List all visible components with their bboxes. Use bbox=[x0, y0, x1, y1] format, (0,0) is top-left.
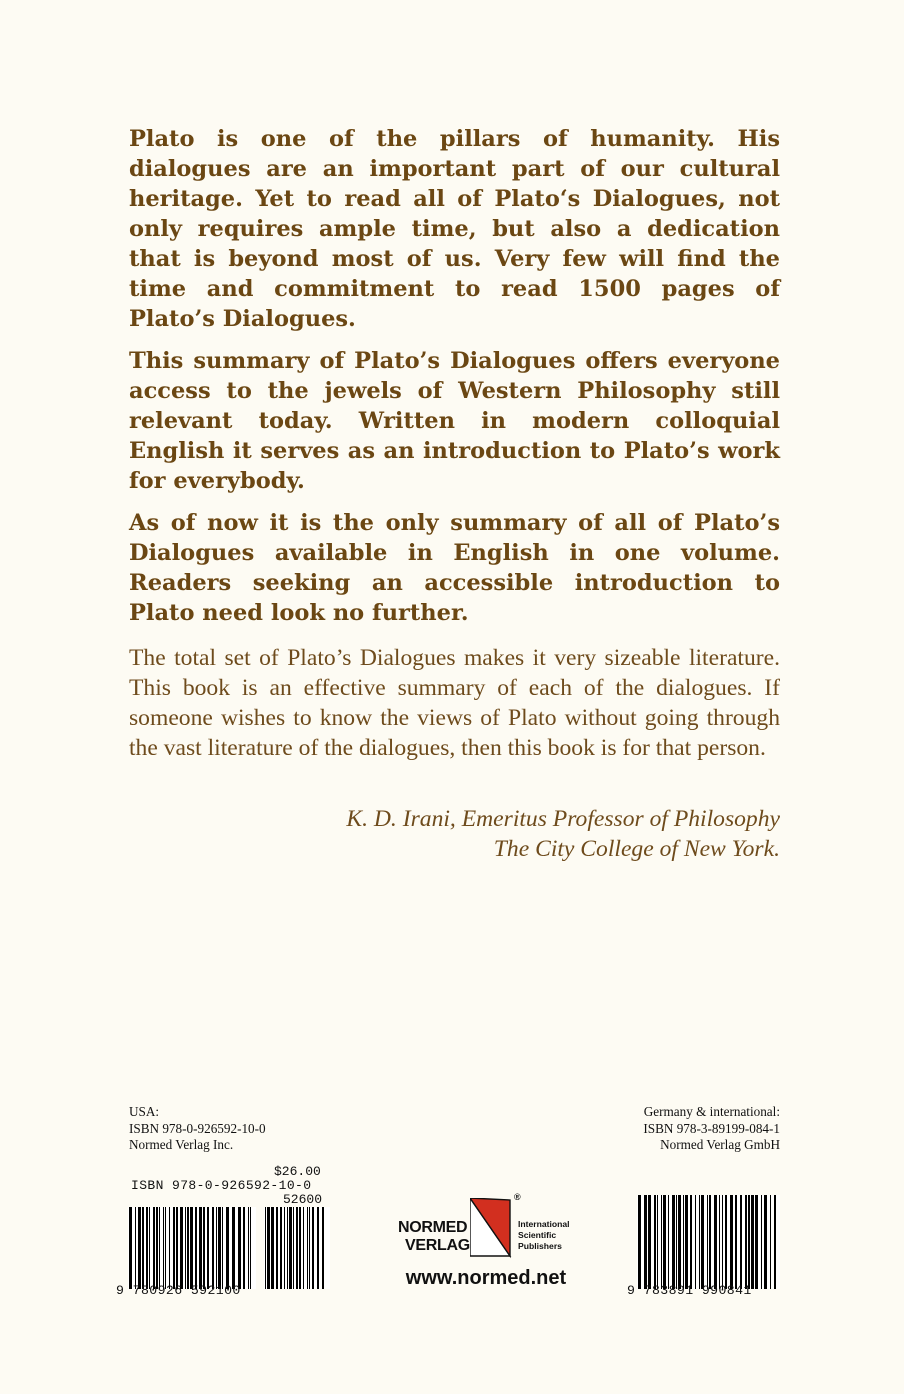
attribution-name: K. D. Irani, Emeritus Professor of Philosophy bbox=[346, 806, 780, 832]
barcode-stripe bbox=[149, 1207, 150, 1289]
ean-digits-usa: 9 780926 592100 bbox=[116, 1283, 241, 1298]
barcode-stripe bbox=[142, 1207, 144, 1289]
barcode-stripe bbox=[719, 1195, 720, 1289]
barcode-stripe bbox=[770, 1195, 771, 1289]
barcode-stripe bbox=[185, 1207, 186, 1289]
publisher-usa bbox=[129, 1104, 266, 1154]
blurb-paragraph-1: Plato is one of the pillars of humanity. His dialogues are an important part of our cultural heritage. Yet to read all of Plato‘s Dialogues, not only requires ample time, but also a dedication that is beyond most of us. Very few will find the time and commitment to read 1500 pages of Plato’s Dialogues. bbox=[129, 126, 780, 332]
barcode-addon-digits: 52600 bbox=[283, 1192, 323, 1207]
barcode-stripe bbox=[699, 1195, 700, 1289]
barcode-stripe bbox=[248, 1207, 249, 1289]
logo-word-verlag: VERLAG bbox=[405, 1237, 470, 1254]
barcode-stripe bbox=[299, 1207, 301, 1289]
barcode-stripe bbox=[187, 1207, 189, 1289]
barcode-stripe bbox=[190, 1207, 193, 1289]
barcode-stripe bbox=[661, 1195, 662, 1289]
publisher-url[interactable]: www.normed.net bbox=[405, 1267, 567, 1289]
barcode-stripe bbox=[146, 1207, 148, 1289]
barcode-stripe bbox=[725, 1195, 727, 1289]
barcode-stripe bbox=[232, 1207, 235, 1289]
barcode-stripe bbox=[265, 1207, 266, 1289]
barcode-stripe bbox=[317, 1207, 319, 1289]
blurb-paragraph-3: As of now it is the only summary of all of Plato’s Dialogues available in English in one volume. Readers seeking an accessible introduction to Plato need look no further. bbox=[129, 510, 780, 626]
barcode-stripe bbox=[312, 1207, 314, 1289]
barcode-stripe bbox=[638, 1195, 641, 1289]
barcode-stripe bbox=[774, 1195, 776, 1289]
barcode-stripe bbox=[307, 1207, 308, 1289]
barcode-stripe bbox=[169, 1207, 170, 1289]
barcode-stripe bbox=[676, 1195, 677, 1289]
barcode-stripe bbox=[663, 1195, 666, 1289]
usa-isbn: ISBN 978-0-926592-10-0 bbox=[129, 1120, 266, 1136]
intl-region: Germany & international: bbox=[643, 1104, 780, 1119]
barcode-stripe bbox=[296, 1207, 298, 1289]
barcode-stripe bbox=[156, 1207, 158, 1289]
barcode-stripe bbox=[267, 1207, 270, 1289]
quote-attribution bbox=[346, 804, 780, 864]
barcode-stripe bbox=[129, 1207, 132, 1289]
barcode-stripe bbox=[690, 1195, 692, 1289]
logo-word-normed: NORMED bbox=[398, 1219, 468, 1236]
barcode-stripe bbox=[180, 1207, 183, 1289]
barcode-stripe bbox=[685, 1195, 688, 1289]
barcode-stripe bbox=[226, 1207, 229, 1289]
barcode-stripe bbox=[276, 1207, 278, 1289]
barcode-stripe bbox=[761, 1195, 762, 1289]
barcode-stripe bbox=[199, 1207, 202, 1289]
barcode-stripe bbox=[309, 1207, 310, 1289]
barcode-stripe bbox=[138, 1207, 141, 1289]
barcode-stripe bbox=[654, 1195, 656, 1289]
barcode-stripe bbox=[764, 1195, 767, 1289]
quote-text: The total set of Plato’s Dialogues makes it very sizeable literature. This book is an effective summary of each of the dialogues. If someone wishes to know the views of Plato without going through the vast literature of the dialogues, then this book is for that person. bbox=[129, 645, 780, 761]
logo-triangle-icon bbox=[470, 1198, 514, 1260]
barcode-stripe bbox=[243, 1207, 245, 1289]
barcode-stripe bbox=[730, 1195, 733, 1289]
ean-digits-international: 9 783891 990841 bbox=[627, 1283, 752, 1298]
intl-isbn: ISBN 978-3-89199-084-1 bbox=[643, 1120, 780, 1136]
barcode-stripe bbox=[212, 1207, 214, 1289]
intl-publisher: Normed Verlag GmbH bbox=[660, 1137, 780, 1152]
barcode-stripe bbox=[322, 1207, 324, 1289]
barcode-stripe bbox=[755, 1195, 758, 1289]
barcode-stripe bbox=[745, 1195, 747, 1289]
attribution-institution: The City College of New York. bbox=[493, 836, 780, 862]
barcode-stripe bbox=[748, 1195, 750, 1289]
registered-mark: ® bbox=[514, 1192, 521, 1202]
barcode-stripe bbox=[289, 1207, 292, 1289]
barcode-stripe bbox=[284, 1207, 285, 1289]
barcode-stripe bbox=[173, 1207, 175, 1289]
barcode-stripe bbox=[271, 1207, 274, 1289]
barcode-stripe bbox=[672, 1195, 675, 1289]
barcode-stripe bbox=[222, 1207, 223, 1289]
barcode-stripe bbox=[701, 1195, 704, 1289]
barcode-stripe bbox=[648, 1195, 651, 1289]
barcode-stripe bbox=[707, 1195, 708, 1289]
barcode-price: $26.00 bbox=[274, 1164, 321, 1179]
barcode-stripe bbox=[153, 1207, 155, 1289]
barcode-stripe bbox=[216, 1207, 217, 1289]
barcode-stripe bbox=[714, 1195, 717, 1289]
barcode-stripe bbox=[644, 1195, 647, 1289]
barcode-stripe bbox=[280, 1207, 282, 1289]
barcode-stripe bbox=[238, 1207, 241, 1289]
barcode-stripe bbox=[195, 1207, 197, 1289]
barcode-stripe bbox=[740, 1195, 742, 1289]
barcode-stripe bbox=[751, 1195, 754, 1289]
ean-barcode-usa bbox=[128, 1207, 256, 1289]
barcode-stripe bbox=[668, 1195, 669, 1289]
barcode-stripe bbox=[203, 1207, 205, 1289]
barcode-stripe bbox=[165, 1207, 166, 1289]
barcode-stripe bbox=[657, 1195, 658, 1289]
barcode-stripe bbox=[303, 1207, 304, 1289]
logo-tagline-3: Publishers bbox=[518, 1241, 562, 1251]
logo-tagline-2: Scientific bbox=[518, 1230, 557, 1240]
barcode-stripe bbox=[735, 1195, 737, 1289]
publisher-international bbox=[643, 1104, 780, 1154]
blurb-paragraph-2: This summary of Plato’s Dialogues offers everyone access to the jewels of Western Philosophy still relevant today. Written in modern colloquial English it serves as an introduction to Plato’s work for everybody. bbox=[129, 348, 780, 494]
back-cover-blurb bbox=[129, 124, 780, 640]
usa-region: USA: bbox=[129, 1104, 160, 1119]
barcode-stripe bbox=[159, 1207, 160, 1289]
barcode-stripe bbox=[722, 1195, 723, 1289]
barcode-stripe bbox=[678, 1195, 681, 1289]
usa-publisher: Normed Verlag Inc. bbox=[129, 1137, 234, 1152]
barcode-stripe bbox=[176, 1207, 178, 1289]
barcode-stripe bbox=[709, 1195, 711, 1289]
barcode-stripe bbox=[293, 1207, 294, 1289]
barcode-stripe bbox=[287, 1207, 288, 1289]
barcode-stripe bbox=[135, 1207, 136, 1289]
barcode-isbn-line: ISBN 978-0-926592-10-0 bbox=[131, 1178, 312, 1193]
logo-tagline-1: International bbox=[518, 1219, 570, 1229]
barcode-stripe bbox=[163, 1207, 164, 1289]
barcode-stripe bbox=[695, 1195, 696, 1289]
endorsement-quote bbox=[129, 643, 780, 763]
barcode-stripe bbox=[218, 1207, 221, 1289]
barcode-stripe bbox=[207, 1207, 209, 1289]
barcode-stripe bbox=[250, 1207, 251, 1289]
addon-barcode-usa bbox=[264, 1207, 330, 1289]
barcode-stripe bbox=[683, 1195, 684, 1289]
ean-barcode-international bbox=[637, 1195, 780, 1289]
